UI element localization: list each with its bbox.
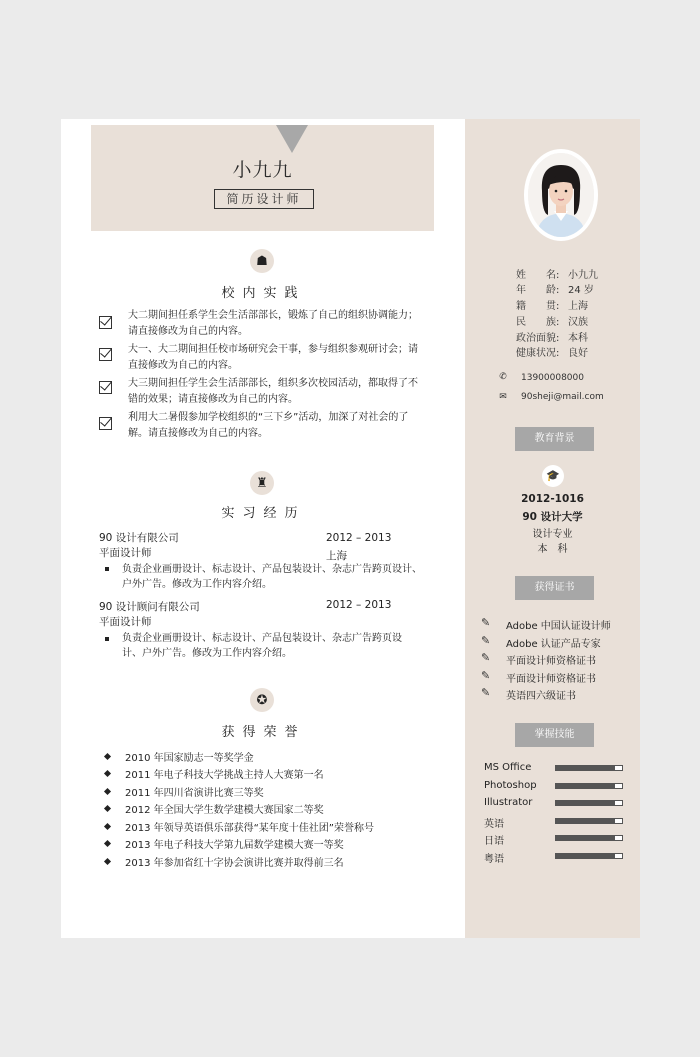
info-value: 本科 bbox=[568, 333, 588, 344]
skill-level-fill bbox=[556, 854, 615, 858]
mail-icon: ✉ bbox=[499, 392, 507, 402]
briefcase-person-icon: ♜ bbox=[250, 471, 274, 495]
bullet-diamond bbox=[104, 770, 111, 777]
profile-photo bbox=[524, 149, 598, 241]
intern-section-title: 实习经历 bbox=[221, 506, 306, 521]
skill-level-fill bbox=[556, 801, 615, 805]
campus-item: 大三期间担任学生会生活部部长，组织多次校园活动，都取得了不 错的效果；请直接修改为自己的内容。 bbox=[128, 378, 418, 405]
campus-section-title: 校内实践 bbox=[221, 286, 306, 301]
phone-icon: ✆ bbox=[499, 372, 507, 382]
job-period: 2012 – 2013 bbox=[326, 599, 392, 611]
skill-name: 粤语 bbox=[484, 854, 504, 865]
company-name: 90 设计有限公司 bbox=[99, 532, 179, 544]
job-title: 简历设计师 bbox=[214, 189, 314, 209]
certificate-item: Adobe 中国认证设计师 bbox=[506, 621, 611, 632]
phone-number: 13900008000 bbox=[521, 373, 584, 383]
diploma-icon: ✎ bbox=[481, 669, 491, 682]
certificates-badge: 获得证书 bbox=[515, 576, 594, 600]
info-label: 民 族: bbox=[516, 317, 560, 328]
skill-name: MS Office bbox=[484, 762, 532, 773]
edu-period: 2012-1016 bbox=[521, 493, 584, 505]
left-column bbox=[61, 119, 465, 938]
info-value: 良好 bbox=[568, 348, 588, 359]
certificate-item: 平面设计师资格证书 bbox=[506, 674, 596, 685]
checkbox-icon bbox=[99, 417, 112, 430]
skill-level-fill bbox=[556, 784, 615, 788]
skill-name: Photoshop bbox=[484, 780, 537, 791]
checkbox-icon bbox=[99, 348, 112, 361]
skill-level-fill bbox=[556, 819, 615, 823]
email-address: 90sheji@mail.com bbox=[521, 392, 604, 402]
bullet-diamond bbox=[104, 788, 111, 795]
skills-badge: 掌握技能 bbox=[515, 723, 594, 747]
info-label: 姓 名: bbox=[516, 270, 560, 281]
checkbox-icon bbox=[99, 316, 112, 329]
skill-bar bbox=[555, 853, 623, 859]
skill-bar bbox=[555, 765, 623, 771]
header-box bbox=[91, 125, 434, 231]
right-sidebar bbox=[465, 119, 640, 938]
honor-item: 2010 年国家励志一等奖学金 bbox=[125, 753, 254, 764]
skill-name: 英语 bbox=[484, 819, 504, 830]
honor-item: 2012 年全国大学生数学建模大赛国家二等奖 bbox=[125, 805, 324, 816]
honor-item: 2013 年领导英语俱乐部获得“某年度十佳社团”荣誉称号 bbox=[125, 823, 374, 834]
honors-section-title: 获得荣誉 bbox=[221, 725, 306, 740]
info-value: 汉族 bbox=[568, 317, 588, 328]
campus-item: 大二期间担任系学生会生活部部长，锻炼了自己的组织协调能力； 请直接修改为自己的内容。 bbox=[128, 310, 418, 337]
diploma-icon: ✎ bbox=[481, 686, 491, 699]
info-label: 健康状况: bbox=[516, 348, 560, 359]
diploma-icon: ✎ bbox=[481, 634, 491, 647]
bullet-diamond bbox=[104, 805, 111, 812]
company-name: 90 设计顾问有限公司 bbox=[99, 601, 200, 613]
skill-bar bbox=[555, 783, 623, 789]
award-medal-icon: ✪ bbox=[250, 688, 274, 712]
candidate-name: 小九九 bbox=[232, 159, 293, 181]
bullet-diamond bbox=[104, 753, 111, 760]
edu-school: 90 设计大学 bbox=[522, 511, 583, 523]
bullet-square bbox=[105, 637, 109, 641]
diploma-icon: ✎ bbox=[481, 616, 491, 629]
honor-item: 2011 年电子科技大学挑战主持人大赛第一名 bbox=[125, 770, 324, 781]
certificate-item: 平面设计师资格证书 bbox=[506, 656, 596, 667]
skill-bar bbox=[555, 835, 623, 841]
honor-item: 2011 年四川省演讲比赛三等奖 bbox=[125, 788, 264, 799]
info-label: 籍 贯: bbox=[516, 301, 560, 312]
info-value: 上海 bbox=[568, 301, 588, 312]
job-role: 平面设计师 bbox=[99, 616, 152, 628]
checkbox-icon bbox=[99, 381, 112, 394]
honor-item: 2013 年电子科技大学第九届数学建模大赛一等奖 bbox=[125, 840, 344, 851]
job-description: 负责企业画册设计、标志设计、产品包装设计、杂志广告跨页设计、 户外广告。修改为工作内容介绍。 bbox=[122, 564, 422, 590]
edu-major: 设计专业 bbox=[532, 529, 573, 540]
info-value: 小九九 bbox=[568, 270, 598, 281]
skill-level-fill bbox=[556, 766, 615, 770]
job-city: 上海 bbox=[326, 550, 347, 562]
bullet-diamond bbox=[104, 840, 111, 847]
certificate-item: 英语四六级证书 bbox=[506, 691, 576, 702]
education-badge: 教育背景 bbox=[515, 427, 594, 451]
job-period: 2012 – 2013 bbox=[326, 532, 392, 544]
info-label: 年 龄: bbox=[516, 285, 560, 296]
header-triangle bbox=[276, 125, 308, 153]
bullet-diamond bbox=[104, 858, 111, 865]
job-role: 平面设计师 bbox=[99, 547, 152, 559]
skill-level-fill bbox=[556, 836, 615, 840]
certificate-item: Adobe 认证产品专家 bbox=[506, 639, 601, 650]
skill-bar bbox=[555, 800, 623, 806]
resume-page bbox=[61, 119, 640, 938]
job-description: 负责企业画册设计、标志设计、产品包装设计、杂志广告跨页设 计、户外广告。修改为工作内容介绍。 bbox=[122, 633, 402, 659]
info-value: 24 岁 bbox=[568, 285, 594, 296]
honor-item: 2013 年参加省红十字协会演讲比赛并取得前三名 bbox=[125, 858, 344, 869]
campus-item: 利用大二暑假参加学校组织的“三下乡”活动，加深了对社会的了 解。请直接修改为自己的内容。 bbox=[128, 412, 409, 439]
portrait-image bbox=[528, 153, 594, 237]
diploma-icon: ✎ bbox=[481, 651, 491, 664]
bullet-diamond bbox=[104, 823, 111, 830]
info-label: 政治面貌: bbox=[516, 333, 560, 344]
skill-bar bbox=[555, 818, 623, 824]
edu-degree: 本 科 bbox=[537, 544, 568, 555]
presentation-icon: ☗ bbox=[250, 249, 274, 273]
skill-name: 日语 bbox=[484, 836, 504, 847]
bullet-square bbox=[105, 567, 109, 571]
campus-item: 大一、大二期间担任校市场研究会干事，参与组织参观研讨会；请 直接修改为自己的内容。 bbox=[128, 344, 418, 371]
skill-name: Illustrator bbox=[484, 797, 533, 808]
graduation-cap-icon: 🎓 bbox=[542, 465, 564, 487]
